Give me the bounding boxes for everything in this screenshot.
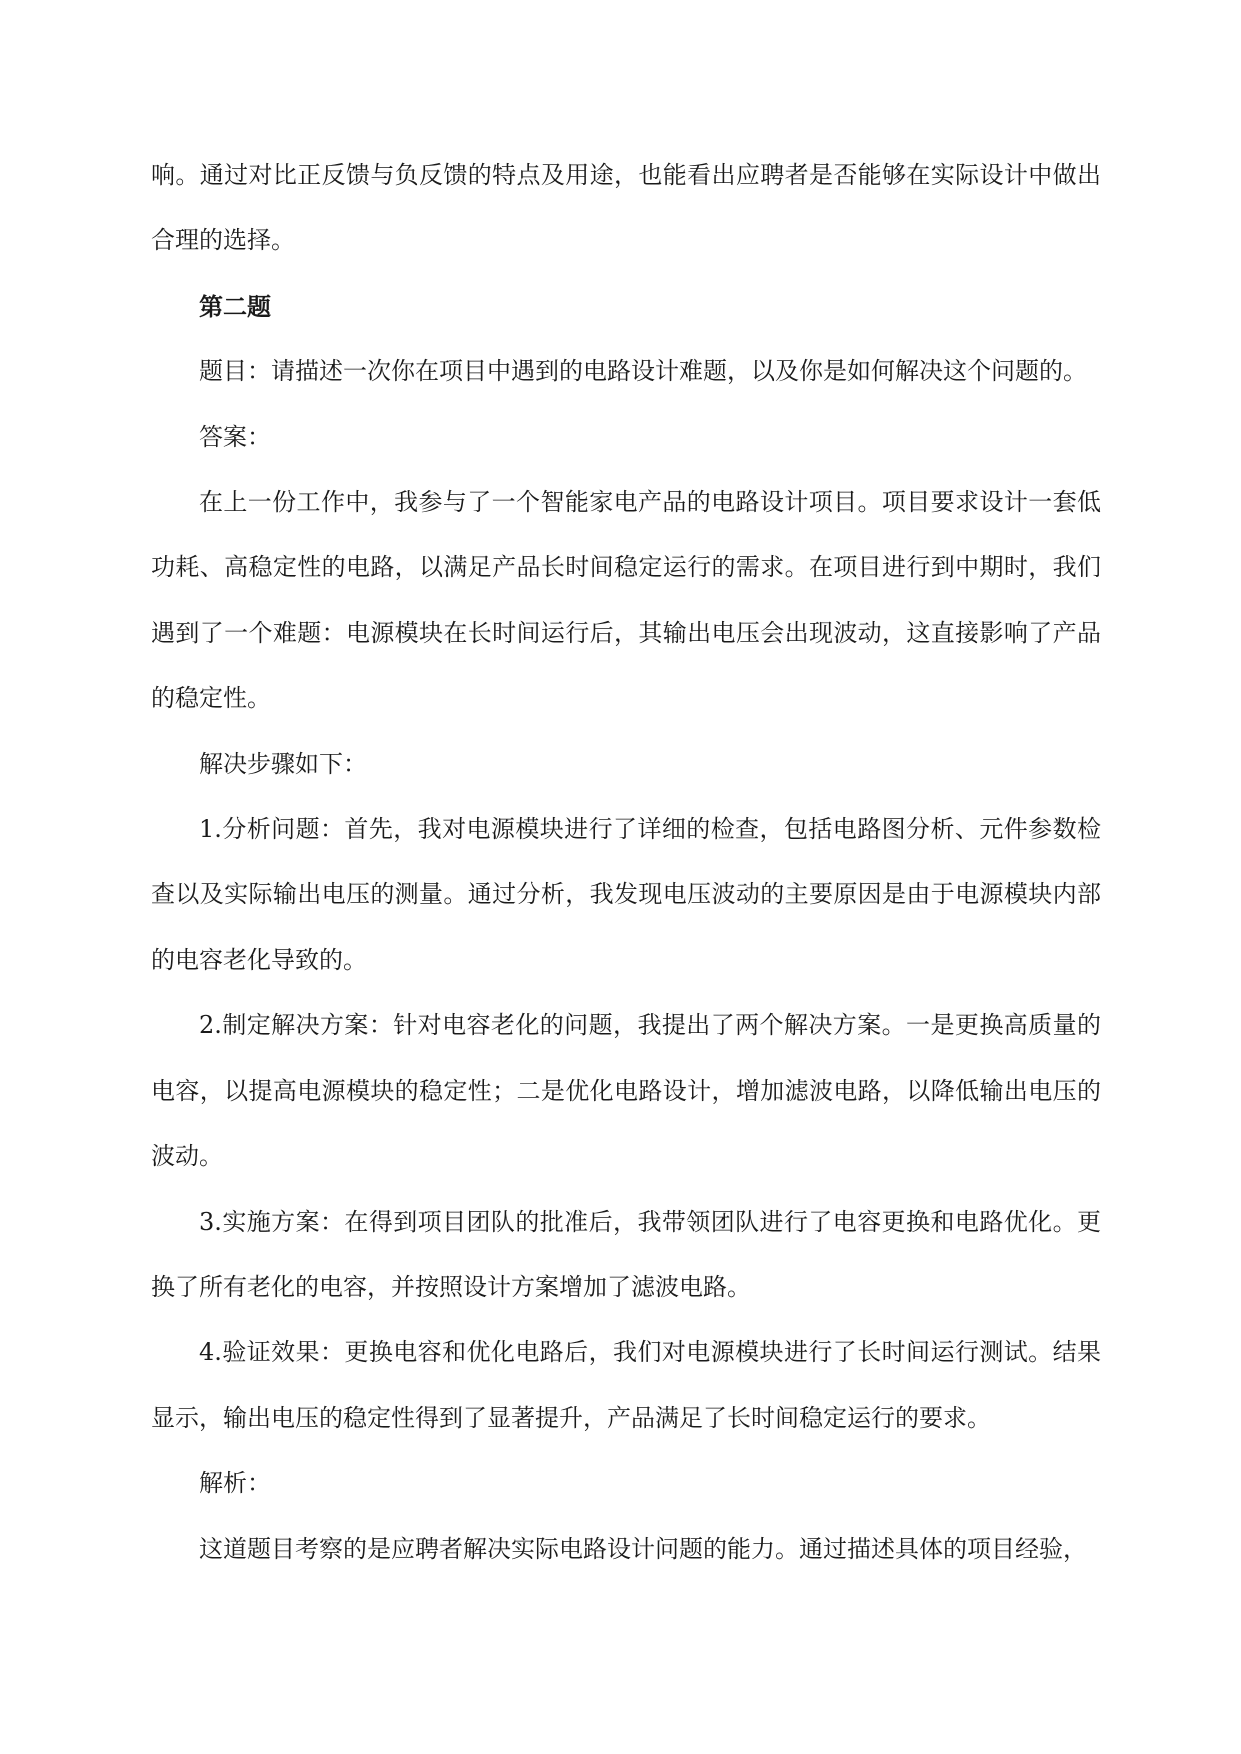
steps-label: 解决步骤如下： [199, 749, 367, 778]
question-heading: 第二题 [199, 291, 271, 321]
step-3-paragraph: 3.实施方案：在得到项目团队的批准后，我带领团队进行了电容更换和电路优化。更换了所有老化的电容，并按照设计方案增加了滤波电路。 [151, 1207, 1101, 1301]
document-page [151, 143, 1101, 1582]
paragraph-continuation: 响。通过对比正反馈与负反馈的特点及用途，也能看出应聘者是否能够在实际设计中做出合理的选择。 [151, 161, 1101, 255]
step-2-paragraph: 2.制定解决方案：针对电容老化的问题，我提出了两个解决方案。一是更换高质量的电容，以提高电源模块的稳定性；二是优化电路设计，增加滤波电路，以降低输出电压的波动。 [151, 1011, 1101, 1171]
step-4-paragraph: 4.验证效果：更换电容和优化电路后，我们对电源模块进行了长时间运行测试。结果显示，输出电压的稳定性得到了显著提升，产品满足了长时间稳定运行的要求。 [151, 1338, 1101, 1432]
step-1-paragraph: 1.分析问题：首先，我对电源模块进行了详细的检查，包括电路图分析、元件参数检查以及实际输出电压的测量。通过分析，我发现电压波动的主要原因是由于电源模块内部的电容老化导致的。 [151, 815, 1101, 974]
analysis-paragraph: 这道题目考察的是应聘者解决实际电路设计问题的能力。通过描述具体的项目经验， [199, 1534, 1087, 1563]
analysis-label: 解析： [199, 1469, 271, 1498]
answer-label: 答案： [199, 422, 271, 451]
answer-intro-paragraph: 在上一份工作中，我参与了一个智能家电产品的电路设计项目。项目要求设计一套低功耗、高稳定性的电路，以满足产品长时间稳定运行的需求。在项目进行到中期时，我们遇到了一个难题：电源模块在长时间运行后，其输出电压会出现波动，这直接影响了产品的稳定性。 [151, 488, 1101, 713]
question-text: 题目：请描述一次你在项目中遇到的电路设计难题，以及你是如何解决这个问题的。 [199, 357, 1087, 386]
